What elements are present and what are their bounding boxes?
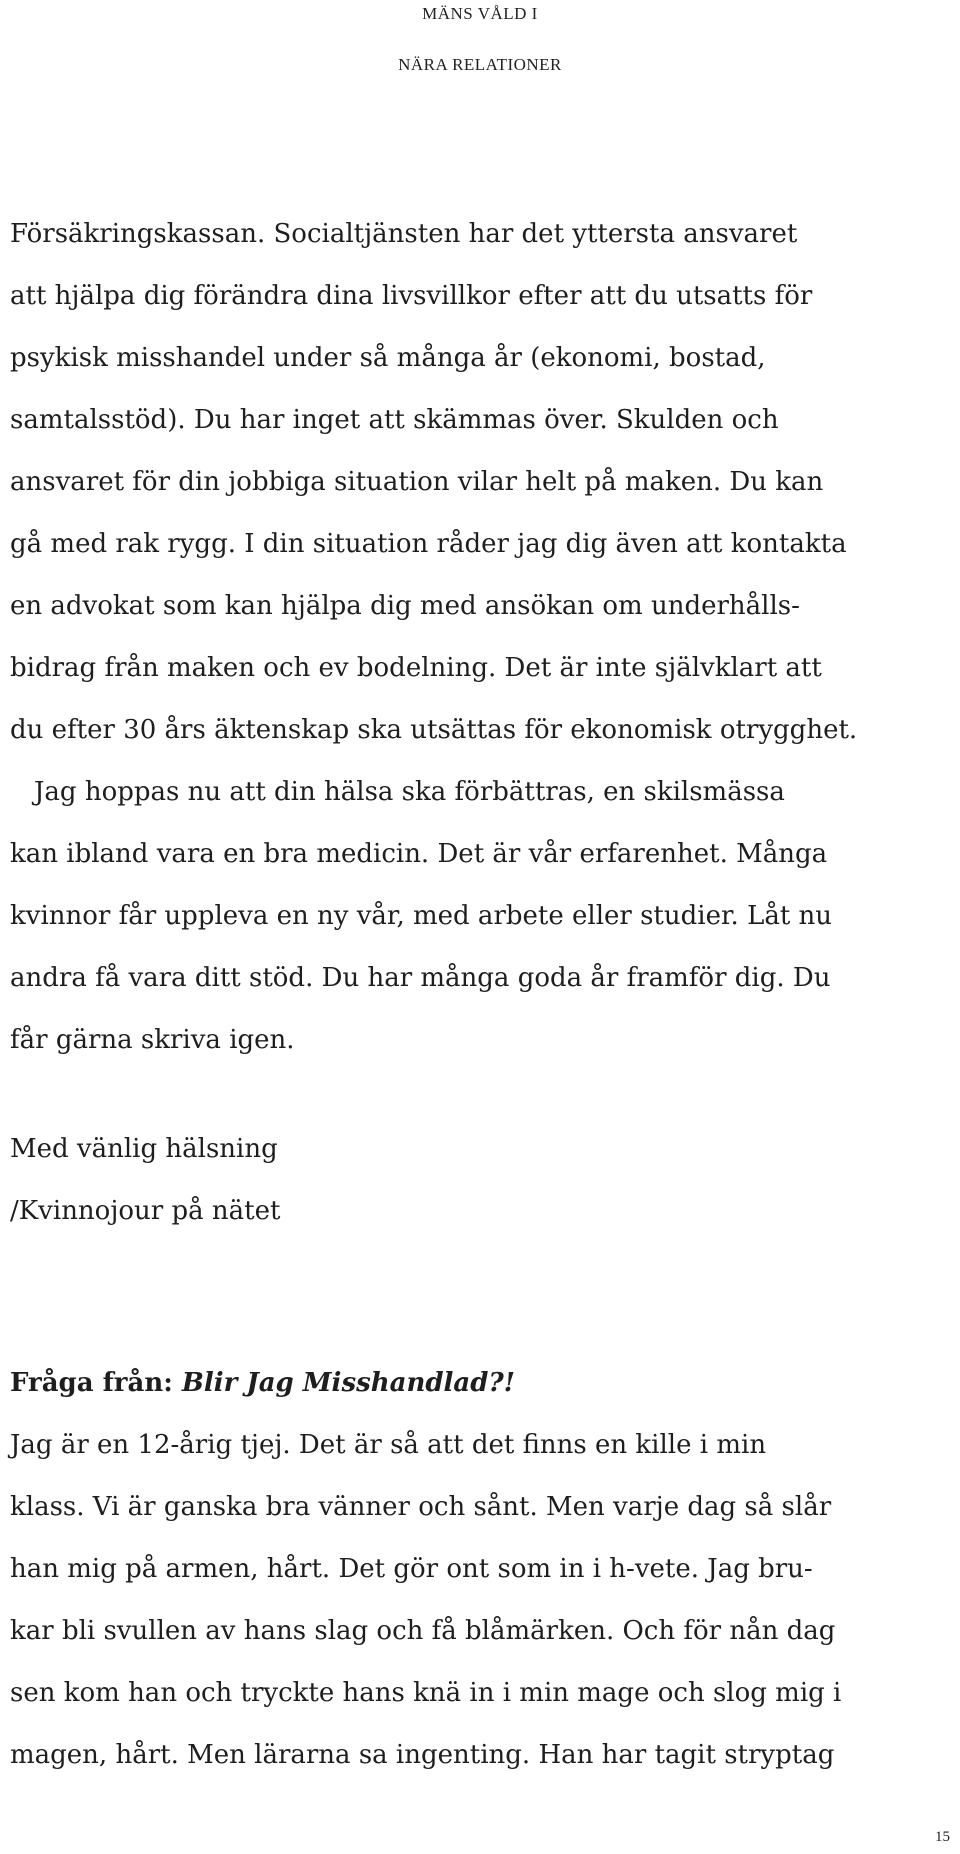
question-line: Jag är en 12-årig tjej. Det är så att det finns en kille i min (10, 1430, 767, 1460)
letter-line: att hjälpa dig förändra dina livsvillkor efter att du utsatts för (10, 281, 813, 311)
question-line: magen, hårt. Men lärarna sa ingenting. Han har tagit stryptag (10, 1740, 835, 1770)
running-header-line-2: NÄRA RELATIONER (398, 55, 562, 74)
page-number: 15 (935, 1829, 950, 1845)
letter-body (10, 203, 910, 1071)
letter-line: kan ibland vara en bra medicin. Det är vår erfarenhet. Många (10, 839, 828, 869)
letter-line: samtalsstöd). Du har inget att skämmas över. Skulden och (10, 405, 779, 435)
question-label: Fråga från: (10, 1368, 182, 1398)
question-section (10, 1352, 910, 1786)
question-line: sen kom han och tryckte hans knä in i min mage och slog mig i (10, 1678, 842, 1708)
question-sender: Blir Jag Misshandlad?! (181, 1368, 516, 1398)
signoff (10, 1118, 910, 1242)
letter-line: andra få vara ditt stöd. Du har många goda år framför dig. Du (10, 963, 831, 993)
question-heading (10, 1352, 910, 1414)
signoff-signature: /Kvinnojour på nätet (10, 1196, 281, 1226)
letter-line: psykisk misshandel under så många år (ekonomi, bostad, (10, 343, 766, 373)
signoff-greeting: Med vänlig hälsning (10, 1134, 278, 1164)
letter-line: du efter 30 års äktenskap ska utsättas för ekonomisk otrygghet. (10, 715, 858, 745)
running-header-line-1: MÄNS VÅLD I (422, 4, 538, 23)
letter-line: kvinnor får uppleva en ny vår, med arbete eller studier. Låt nu (10, 901, 833, 931)
letter-line: gå med rak rygg. I din situation råder jag dig även att kontakta (10, 529, 847, 559)
question-line: kar bli svullen av hans slag och få blåmärken. Och för nån dag (10, 1616, 836, 1646)
letter-line: en advokat som kan hjälpa dig med ansökan om underhålls- (10, 591, 800, 621)
letter-line: Jag hoppas nu att din hälsa ska förbättras, en skilsmässa (34, 777, 785, 807)
letter-line: Försäkringskassan. Socialtjänsten har det yttersta ansvaret (10, 219, 798, 249)
letter-line: får gärna skriva igen. (10, 1025, 295, 1055)
question-line: han mig på armen, hårt. Det gör ont som in i h-vete. Jag bru- (10, 1554, 813, 1584)
letter-line: ansvaret för din jobbiga situation vilar helt på maken. Du kan (10, 467, 824, 497)
letter-line: bidrag från maken och ev bodelning. Det är inte självklart att (10, 653, 822, 683)
question-line: klass. Vi är ganska bra vänner och sånt. Men varje dag så slår (10, 1492, 832, 1522)
